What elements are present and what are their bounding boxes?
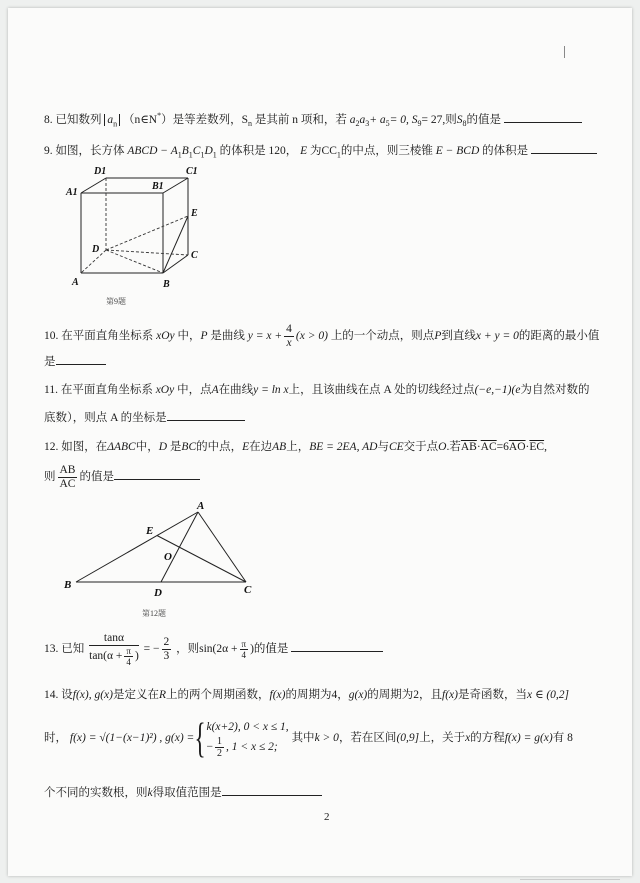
edge-a1d1	[81, 178, 106, 193]
q14-two: 2	[413, 689, 419, 701]
q8-eq1b-sub: 3	[365, 119, 370, 129]
question-12-line2	[44, 464, 610, 491]
q10-line2: 是	[44, 356, 56, 368]
q11-line1b: 中，点	[177, 384, 212, 396]
q12-dot1: ·	[476, 441, 481, 453]
q14-line2f: 有 8	[552, 732, 573, 745]
q8-tail-s-sub: 8	[462, 119, 467, 129]
q14-g-def: g(x) =	[165, 732, 195, 745]
q14-f-def: f(x) = √(1−(x−1)²) ,	[69, 732, 163, 745]
q14-piecewise	[207, 718, 289, 759]
q8-seq-sub: n	[113, 119, 118, 129]
q12-vec-ec: $\overline{EC}$	[529, 441, 545, 453]
q12-end: ,	[544, 441, 547, 453]
q14-dom: x ∈ (0,2]	[526, 689, 570, 701]
label-e: E	[146, 525, 154, 537]
q12-line1c: 是	[169, 441, 182, 453]
q10-line1d: 上的一个动点，则点	[330, 330, 435, 343]
q12-tri: ΔABC	[107, 441, 136, 453]
q13-sin-pi-n: π	[241, 639, 247, 649]
q11-line1c: 在曲线	[218, 384, 254, 396]
q8-eq1-sub: 2	[355, 119, 360, 129]
label-b: B	[163, 279, 170, 290]
figure-9-caption: 第9题	[106, 297, 126, 306]
q9-pyr: E − BCD	[435, 145, 480, 157]
question-14	[44, 688, 610, 703]
q13-lead: 13. 已知	[44, 643, 85, 656]
q10-xoy: xOy	[156, 330, 175, 343]
q12-ab: AB	[272, 441, 287, 453]
q12-cond1: BE = 2EA, AD	[309, 441, 378, 453]
label-b: B	[64, 579, 72, 591]
q11-line1a: 11. 在平面直角坐标系	[44, 384, 153, 396]
q13-frac-d-a: tan(α +	[89, 650, 123, 663]
answer-blank-11[interactable]	[167, 409, 245, 421]
q14-case2-a: −	[206, 741, 213, 754]
q12-vec-ac: $\overline{AC}$	[480, 441, 497, 453]
label-o: O	[164, 551, 172, 563]
q9-text-a: 9. 如图，长方体	[44, 145, 125, 157]
q8-mid: 是其前 n 项和，若	[254, 113, 347, 126]
q14-k2: k	[147, 787, 153, 799]
edge-b1c1	[163, 178, 188, 193]
q8-eq1c: + a	[369, 113, 386, 126]
answer-blank-13[interactable]	[291, 640, 383, 652]
q14-fx: f(x)	[269, 689, 286, 701]
q12-line1d: 的中点，	[196, 441, 243, 453]
q13-fraction	[89, 632, 139, 667]
q11-point: (−e,−1)	[474, 384, 512, 396]
q13-pi-n: π	[126, 646, 131, 656]
q12-line1f: 上，	[286, 441, 310, 453]
q10-line1f: 的距离的最小值	[518, 330, 600, 343]
q10-line: x + y = 0	[475, 330, 519, 343]
page-number: 2	[324, 811, 330, 823]
answer-blank-12[interactable]	[114, 468, 200, 480]
q8-eq1d: = 0, S	[389, 113, 418, 126]
q12-eq: =6	[496, 441, 509, 453]
q10-line1a: 10. 在平面直角坐标系	[44, 330, 154, 343]
q11-line1e: (e	[511, 384, 521, 396]
q12-ce: CE	[388, 441, 404, 453]
label-c: C	[244, 584, 252, 596]
q12-line2a: 则	[44, 471, 56, 484]
q8-lead: 8. 已知数列	[44, 113, 102, 126]
label-c: C	[191, 250, 198, 261]
label-a: A	[72, 277, 79, 288]
q14-line1a: 14. 设	[44, 689, 73, 701]
label-a: A	[197, 500, 205, 512]
q10-line1c: 是曲线	[210, 330, 245, 343]
footer-line	[520, 879, 620, 880]
q12-o: O	[438, 441, 447, 453]
q8-s-sub: n	[247, 119, 252, 129]
q8-seq: a	[107, 113, 114, 126]
q10-p2: P	[434, 330, 442, 343]
q9-solid-2: C	[192, 145, 201, 157]
q14-case2-b: , 1 < x ≤ 2;	[226, 741, 278, 754]
q14-brace: {	[194, 715, 206, 762]
q14-line1e: ，	[337, 689, 349, 701]
q13-rhs-d: 3	[163, 650, 170, 662]
q14-eqn: f(x) = g(x)	[504, 732, 553, 745]
q14-interval: (0,9]	[396, 732, 420, 745]
q14-four: 4	[331, 689, 338, 701]
q12-line2b: 的值是	[79, 471, 114, 484]
q14-line2b: 其中	[291, 732, 315, 745]
q13-eq: = −	[143, 643, 160, 656]
q12-vec-ab: $\overline{AB}$	[460, 441, 477, 453]
q10-curve-b: (x > 0)	[295, 330, 328, 343]
q14-r: R	[158, 689, 167, 701]
q14-line1f: 的周期为	[367, 689, 414, 701]
figure-12-triangle	[56, 496, 266, 596]
q14-case2	[207, 736, 289, 759]
figure-12-caption: 第12题	[142, 609, 166, 618]
answer-blank-9[interactable]	[531, 142, 597, 154]
edge-dc-hidden	[106, 250, 188, 255]
q9-text-e: 的体积是	[482, 145, 529, 157]
q14-case2-d: 2	[217, 748, 222, 759]
q12-line1e: 在边	[249, 441, 273, 453]
answer-blank-10[interactable]	[56, 353, 106, 365]
q9-text-d: 的中点，则三棱锥	[340, 145, 433, 157]
q14-line1d: 的周期为	[285, 689, 332, 701]
q11-curve: y = ln x	[253, 384, 289, 396]
label-c1: C1	[186, 166, 198, 177]
q10-frac-d: x	[286, 337, 292, 349]
q13-tail: 的值是	[253, 643, 289, 656]
q9-text-c: 为	[310, 145, 322, 157]
q14-k: k > 0	[314, 732, 339, 745]
label-d: D	[92, 244, 100, 255]
q8-cond-sup: *	[157, 111, 162, 120]
q12-frac-d: AC	[59, 478, 76, 490]
figure-9-cuboid	[58, 164, 208, 294]
question-12	[44, 440, 610, 455]
q13-frac-d	[89, 646, 139, 667]
q13-sin-end: )	[250, 643, 254, 656]
q12-vec-ao: $\overline{AO}$	[508, 441, 526, 453]
q14-line2d: 上，关于	[419, 732, 466, 745]
label-d: D	[154, 587, 162, 596]
q8-eq1e: = 27,	[421, 113, 446, 126]
q14-line2a: 时，	[44, 732, 67, 745]
q11-line1d: 上，且该曲线在点 A 处的切线经过点	[288, 384, 475, 396]
q9-solid-3: D	[204, 145, 213, 157]
q12-line1b: 中，	[135, 441, 159, 453]
q8-tail: 则	[445, 113, 457, 126]
q9-solid: ABCD − A	[127, 145, 178, 157]
q12-line1a: 12. 如图，在	[44, 441, 108, 453]
side-ac	[198, 512, 246, 582]
q13-rhs-n: 2	[163, 636, 170, 648]
q14-fx2: f(x)	[442, 689, 458, 701]
question-10	[44, 323, 610, 350]
q12-line1i: .若	[446, 441, 461, 453]
q13-frac-n: tanα	[89, 632, 139, 646]
q13-mid: ，则	[176, 643, 200, 656]
question-10-line2	[44, 353, 610, 370]
q12-e: E	[242, 441, 250, 453]
q14-line1g: ，且	[419, 689, 442, 701]
q13-sin: sin(2α +	[199, 643, 238, 656]
q8-tail-s: S	[456, 113, 463, 126]
label-b1: B1	[152, 181, 164, 192]
q12-dot2: ·	[525, 441, 530, 453]
q14-fg: f(x), g(x)	[72, 689, 113, 701]
q9-solid-1: B	[181, 145, 189, 157]
q10-fraction	[284, 323, 294, 350]
q10-line1b: 中，	[177, 330, 201, 343]
label-e: E	[191, 208, 198, 219]
edge-db-hidden	[106, 250, 163, 273]
q9-text-b: 的体积是 120，	[219, 145, 298, 157]
label-a1: A1	[66, 187, 78, 198]
q14-line1c: 上的两个周期函数，	[166, 689, 270, 701]
question-9: 9. 如图，长方体 ABCD − $A_1B_1C_1D_1$ 的体积是 120， E 为$CC_1$的中点，则三棱锥 E − BCD 的体积是	[44, 142, 610, 162]
q10-curve-a: y = x +	[247, 330, 283, 343]
q9-cc: CC	[321, 145, 337, 157]
question-8	[44, 108, 610, 131]
q8-eq1: a	[349, 113, 356, 126]
q13-sin-pi	[240, 639, 249, 660]
page-mark	[564, 46, 565, 58]
q14-line1h: 是奇函数，当	[457, 689, 527, 701]
q14-line3b: 得取值范围是	[152, 787, 222, 799]
q12-fraction	[58, 464, 78, 491]
q14-case1: k(x+2), 0 < x ≤ 1,	[206, 721, 289, 733]
q8-eq1c-sub: 5	[385, 119, 390, 129]
q12-bc: BC	[181, 441, 197, 453]
question-13	[44, 632, 610, 667]
question-14-line2	[44, 715, 610, 762]
q11-line1f: 为自然对数的	[520, 384, 590, 396]
q14-x: x	[465, 732, 471, 745]
question-11-line2	[44, 409, 610, 426]
answer-blank-14[interactable]	[222, 784, 322, 796]
q13-frac-d-b: )	[134, 650, 139, 663]
q8-eq1b: a	[359, 113, 366, 126]
q8-cond-end: ）是等差数列，S	[161, 113, 248, 126]
q12-line1h: 交于点	[403, 441, 439, 453]
q9-e: E	[300, 145, 308, 157]
label-d1: D1	[94, 166, 107, 177]
q13-pi-d: 4	[126, 657, 131, 667]
q13-sin-pi-d: 4	[241, 650, 247, 660]
q14-line3a: 个不同的实数根，则	[44, 787, 148, 799]
q11-line2a: 底数），则点 A 的坐标是	[44, 412, 167, 424]
answer-blank-8[interactable]	[504, 111, 582, 123]
q10-frac-n: 4	[286, 323, 292, 335]
q10-p: P	[200, 330, 208, 343]
q12-line1g: 与	[377, 441, 389, 453]
q14-line2c: ，若在区间	[338, 732, 397, 745]
question-11	[44, 383, 610, 398]
q8-eq1d-sub: 9	[417, 119, 422, 129]
exam-page	[8, 8, 632, 876]
q14-case2-n: 1	[217, 736, 222, 747]
q14-gx: g(x)	[348, 689, 368, 701]
q11-a: A	[211, 384, 219, 396]
q8-tail-end: 的值是	[466, 113, 502, 126]
question-14-line3	[44, 784, 610, 801]
q13-rhs	[162, 636, 172, 663]
q12-d: D	[158, 441, 168, 453]
q12-frac-n: AB	[59, 464, 76, 476]
q11-xoy: xOy	[155, 384, 175, 396]
q14-line2e: 的方程	[470, 732, 505, 745]
q10-line1e: 到直线	[441, 330, 476, 343]
q14-line1b: 是定义在	[112, 689, 159, 701]
q8-cond: （n∈N	[123, 113, 158, 126]
